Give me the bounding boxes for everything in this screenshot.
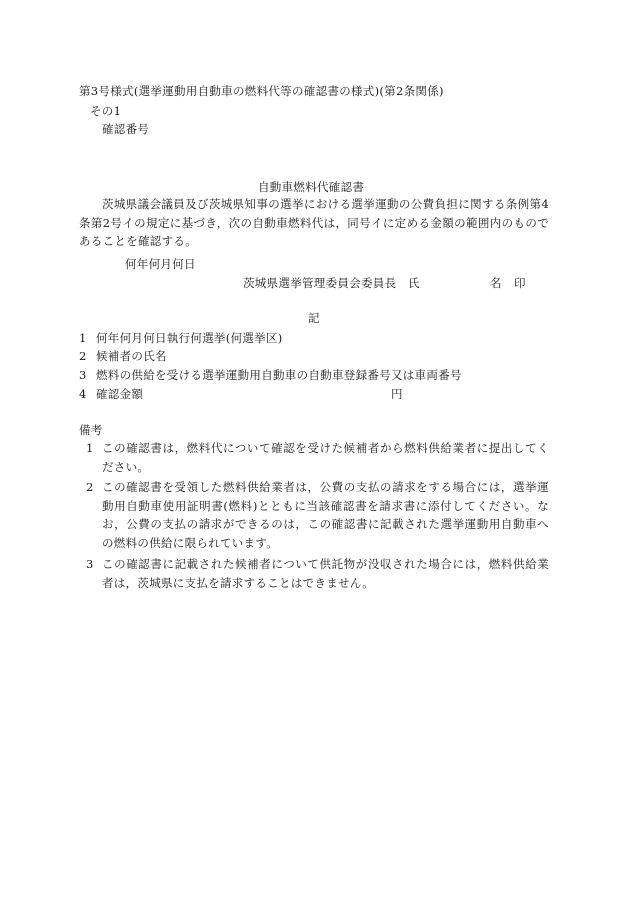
note-1-text: この確認書は，燃料代について確認を受けた候補者から燃料供給業者に提出してください。: [102, 441, 549, 474]
signer-shi: 氏: [408, 276, 420, 290]
item-3-text: 燃料の供給を受ける選挙運動用自動車の自動車登録番号又は車両番号: [96, 368, 462, 382]
ki-label: 記: [308, 311, 320, 325]
note-2-text: この確認書を受領した燃料供給業者は，公費の支払の請求をする場合には，選挙運動用自動車使用証明書(燃料)とともに当該確認書を請求書に添付してください。なお，公費の支払の請求ができるのは，この確認書に記載された選挙運動用自動車への燃料の供給に限られています。: [102, 480, 549, 550]
note-1-number: 1: [86, 441, 94, 455]
document-body-text: 茨城県議会議員及び茨城県知事の選挙における選挙運動の公費負担に関する条例第4条第2号イの規定に基づき，次の自動車燃料代は，同号イに定める金額の範囲内のものであることを確認する。: [79, 197, 549, 249]
form-header: 第3号様式(選挙運動用自動車の燃料代等の確認書の様式)(第2条関係): [79, 84, 444, 98]
item-4-text: 確認金額: [96, 387, 144, 401]
note-3-number: 3: [86, 557, 94, 571]
item-4-yen-suffix: 円: [391, 387, 403, 401]
notes-heading: 備考: [79, 423, 103, 437]
note-item-2: [86, 478, 549, 553]
note-2-number: 2: [86, 480, 94, 494]
item-2-text: 候補者の氏名: [96, 349, 167, 363]
item-1-text: 何年何月何日執行何選挙(何選挙区): [96, 331, 283, 345]
note-item-3: [86, 555, 549, 592]
date-line: 何年何月何日: [125, 257, 196, 271]
note-3-text: この確認書に記載された候補者について供託物が没収された場合には，燃料供給業者は，茨城県に支払を請求することはできません。: [102, 557, 549, 590]
item-2-number: 2: [79, 349, 87, 363]
confirmation-number-label: 確認番号: [102, 122, 150, 136]
item-3-number: 3: [79, 368, 87, 382]
form-sub-header: その1: [90, 104, 122, 118]
note-item-1: [86, 439, 549, 476]
item-1-number: 1: [79, 331, 87, 345]
item-4-number: 4: [79, 387, 87, 401]
seal-mark: 印: [514, 276, 526, 290]
signer-title: 茨城県選挙管理委員会委員長: [243, 276, 397, 290]
document-title: 自動車燃料代確認書: [258, 180, 365, 194]
signer-mei: 名: [490, 276, 502, 290]
